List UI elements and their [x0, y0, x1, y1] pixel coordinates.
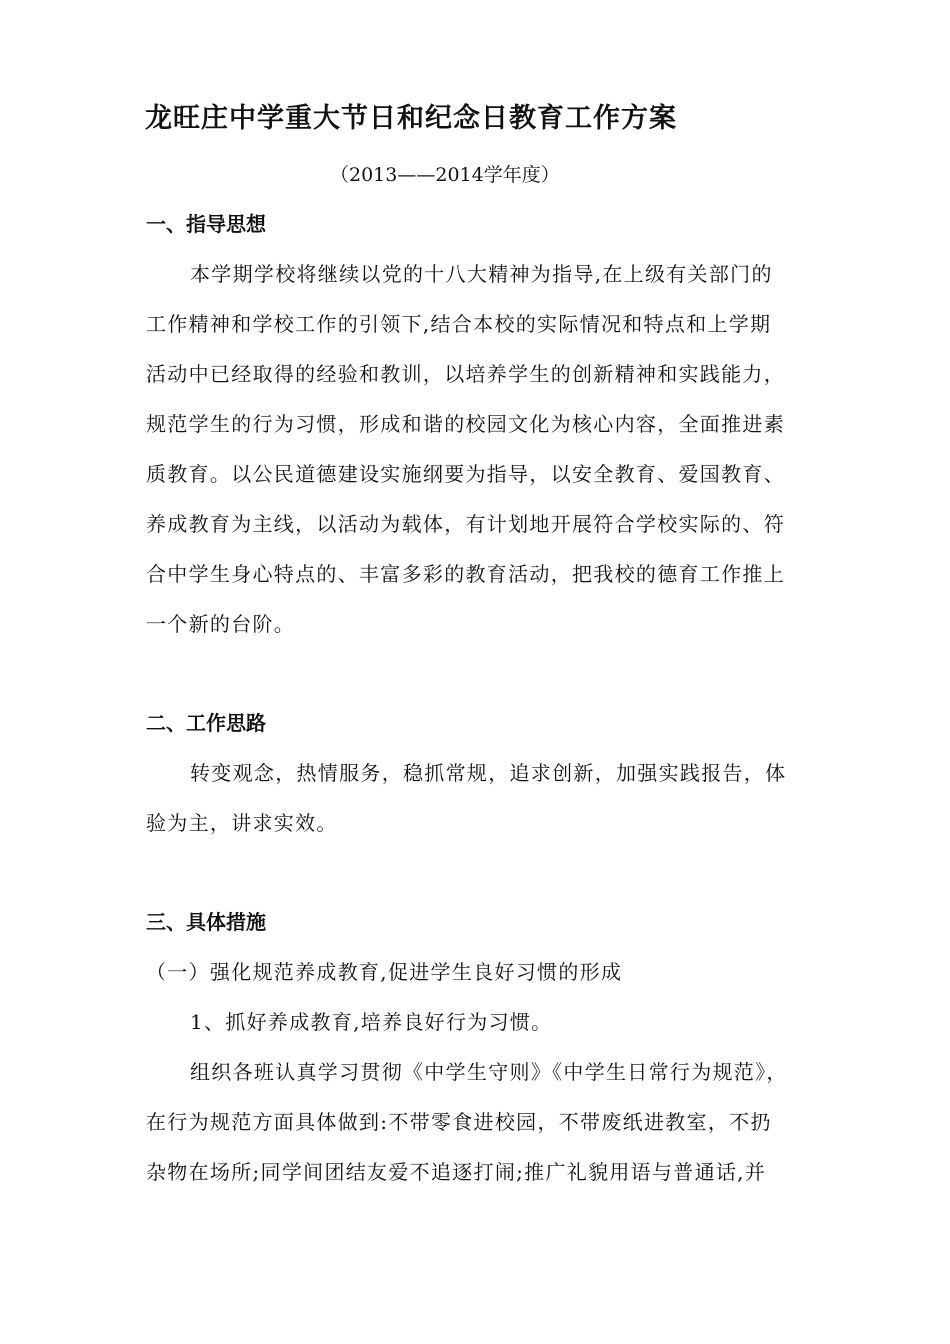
paragraph-line: 在行为规范方面具体做到:不带零食进校园，不带废纸进教室，不扔	[146, 1110, 772, 1134]
paragraph-line: 本学期学校将继续以党的十八大精神为指导,在上级有关部门的	[190, 262, 773, 286]
paragraph-line: 合中学生身心特点的、丰富多彩的教育活动，把我校的德育工作推上	[146, 562, 785, 586]
paragraph-line: 规范学生的行为习惯，形成和谐的校园文化为核心内容，全面推进素	[146, 412, 785, 436]
document-subtitle: （2013——2014学年度）	[330, 164, 560, 186]
section-heading-specific-measures: 三、具体措施	[146, 910, 266, 934]
section-heading-work-approach: 二、工作思路	[146, 711, 266, 735]
subsection-heading: （一）强化规范养成教育,促进学生良好习惯的形成	[146, 960, 623, 984]
paragraph-line: 杂物在场所;同学间团结友爱不追逐打闹;推广礼貌用语与普通话,并	[146, 1160, 767, 1184]
list-item: 1、抓好养成教育,培养良好行为习惯。	[190, 1010, 553, 1034]
paragraph-line: 转变观念，热情服务，稳抓常规，追求创新，加强实践报告，体	[190, 761, 787, 785]
paragraph-line: 质教育。以公民道德建设实施纲要为指导，以安全教育、爱国教育、	[146, 462, 785, 486]
paragraph-line: 养成教育为主线，以活动为载体，有计划地开展符合学校实际的、符	[146, 512, 785, 536]
paragraph-line: 组织各班认真学习贯彻《中学生守则》《中学生日常行为规范》，	[190, 1060, 788, 1084]
section-heading-guiding-ideology: 一、指导思想	[146, 212, 266, 236]
paragraph-line: 工作精神和学校工作的引领下,结合本校的实际情况和特点和上学期	[146, 312, 772, 336]
paragraph-line: 一个新的台阶。	[146, 612, 296, 636]
document-title: 龙旺庄中学重大节日和纪念日教育工作方案	[145, 103, 677, 134]
paragraph-line: 验为主，讲求实效。	[146, 811, 338, 835]
paragraph-line: 活动中已经取得的经验和教训，以培养学生的创新精神和实践能力，	[146, 362, 785, 386]
